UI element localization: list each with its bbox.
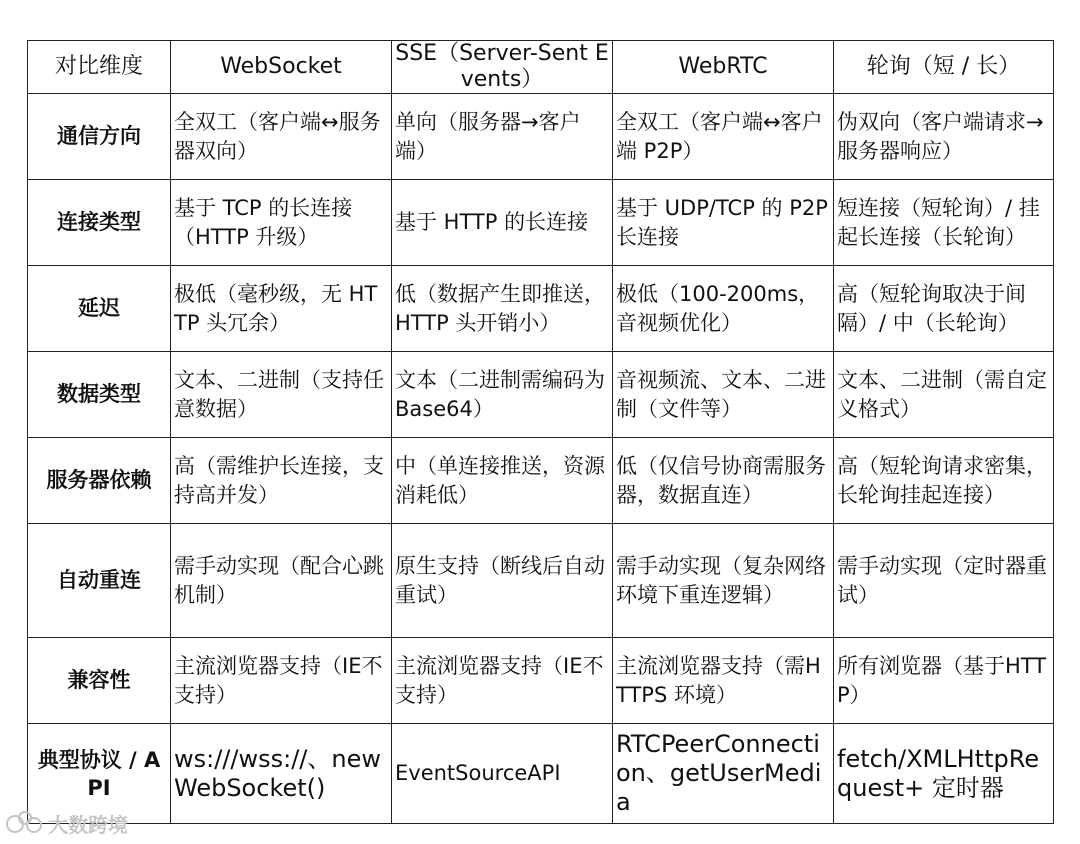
cell-sse: 原生支持（断线后自动重试） xyxy=(392,524,613,638)
cell-webrtc: 需手动实现（复杂网络环境下重连逻辑） xyxy=(613,524,834,638)
cell-websocket: 主流浏览器支持（IE不支持） xyxy=(171,638,392,724)
cell-polling: 伪双向（客户端请求→服务器响应） xyxy=(834,94,1054,180)
cell-polling: 需手动实现（定时器重试） xyxy=(834,524,1054,638)
row-label: 典型协议 / API xyxy=(28,724,171,824)
row-label: 数据类型 xyxy=(28,352,171,438)
cell-polling: 所有浏览器（基于HTTP） xyxy=(834,638,1054,724)
header-websocket: WebSocket xyxy=(171,41,392,94)
cell-webrtc: 主流浏览器支持（需HTTPS 环境） xyxy=(613,638,834,724)
cell-sse: 主流浏览器支持（IE不支持） xyxy=(392,638,613,724)
table-row xyxy=(28,438,1054,524)
table-row xyxy=(28,638,1054,724)
cell-websocket: 高（需维护长连接，支持高并发） xyxy=(171,438,392,524)
watermark xyxy=(6,808,128,838)
cell-websocket: ws:///wss://、new WebSocket() xyxy=(171,724,392,824)
table-row xyxy=(28,524,1054,638)
cell-sse: 基于 HTTP 的长连接 xyxy=(392,180,613,266)
cell-polling: 文本、二进制（需自定义格式） xyxy=(834,352,1054,438)
cell-websocket: 全双工（客户端↔服务器双向） xyxy=(171,94,392,180)
cell-websocket: 文本、二进制（支持任意数据） xyxy=(171,352,392,438)
header-dimension: 对比维度 xyxy=(28,41,171,94)
cell-sse: EventSourceAPI xyxy=(392,724,613,824)
header-row xyxy=(28,41,1054,94)
row-label: 通信方向 xyxy=(28,94,171,180)
cell-polling: 短连接（短轮询）/ 挂起长连接（长轮询） xyxy=(834,180,1054,266)
row-label: 兼容性 xyxy=(28,638,171,724)
cell-webrtc: RTCPeerConnection、getUserMedia xyxy=(613,724,834,824)
table-row xyxy=(28,724,1054,824)
row-label: 连接类型 xyxy=(28,180,171,266)
cell-sse: 低（数据产生即推送，HTTP 头开销小） xyxy=(392,266,613,352)
table-row xyxy=(28,266,1054,352)
cell-webrtc: 低（仅信号协商需服务器，数据直连） xyxy=(613,438,834,524)
cell-sse: 文本（二进制需编码为 Base64） xyxy=(392,352,613,438)
header-polling: 轮询（短 / 长） xyxy=(834,41,1054,94)
table-row xyxy=(28,352,1054,438)
cell-webrtc: 全双工（客户端↔客户端 P2P） xyxy=(613,94,834,180)
header-webrtc: WebRTC xyxy=(613,41,834,94)
table-row xyxy=(28,180,1054,266)
cell-websocket: 需手动实现（配合心跳机制） xyxy=(171,524,392,638)
cell-webrtc: 音视频流、文本、二进制（文件等） xyxy=(613,352,834,438)
cell-websocket: 极低（毫秒级，无 HTTP 头冗余） xyxy=(171,266,392,352)
watermark-logo-icon xyxy=(6,811,42,835)
cell-polling: 高（短轮询取决于间隔）/ 中（长轮询） xyxy=(834,266,1054,352)
header-sse: SSE（Server-Sent Events） xyxy=(392,41,613,94)
row-label: 服务器依赖 xyxy=(28,438,171,524)
cell-polling: fetch/XMLHttpRequest+ 定时器 xyxy=(834,724,1054,824)
cell-webrtc: 极低（100-200ms，音视频优化） xyxy=(613,266,834,352)
row-label: 自动重连 xyxy=(28,524,171,638)
row-label: 延迟 xyxy=(28,266,171,352)
cell-sse: 中（单连接推送，资源消耗低） xyxy=(392,438,613,524)
cell-websocket: 基于 TCP 的长连接（HTTP 升级） xyxy=(171,180,392,266)
cell-sse: 单向（服务器→客户端） xyxy=(392,94,613,180)
comparison-table xyxy=(27,40,1054,824)
cell-webrtc: 基于 UDP/TCP 的 P2P 长连接 xyxy=(613,180,834,266)
table-row xyxy=(28,94,1054,180)
cell-polling: 高（短轮询请求密集，长轮询挂起连接） xyxy=(834,438,1054,524)
watermark-text: 大数跨境 xyxy=(48,812,128,837)
